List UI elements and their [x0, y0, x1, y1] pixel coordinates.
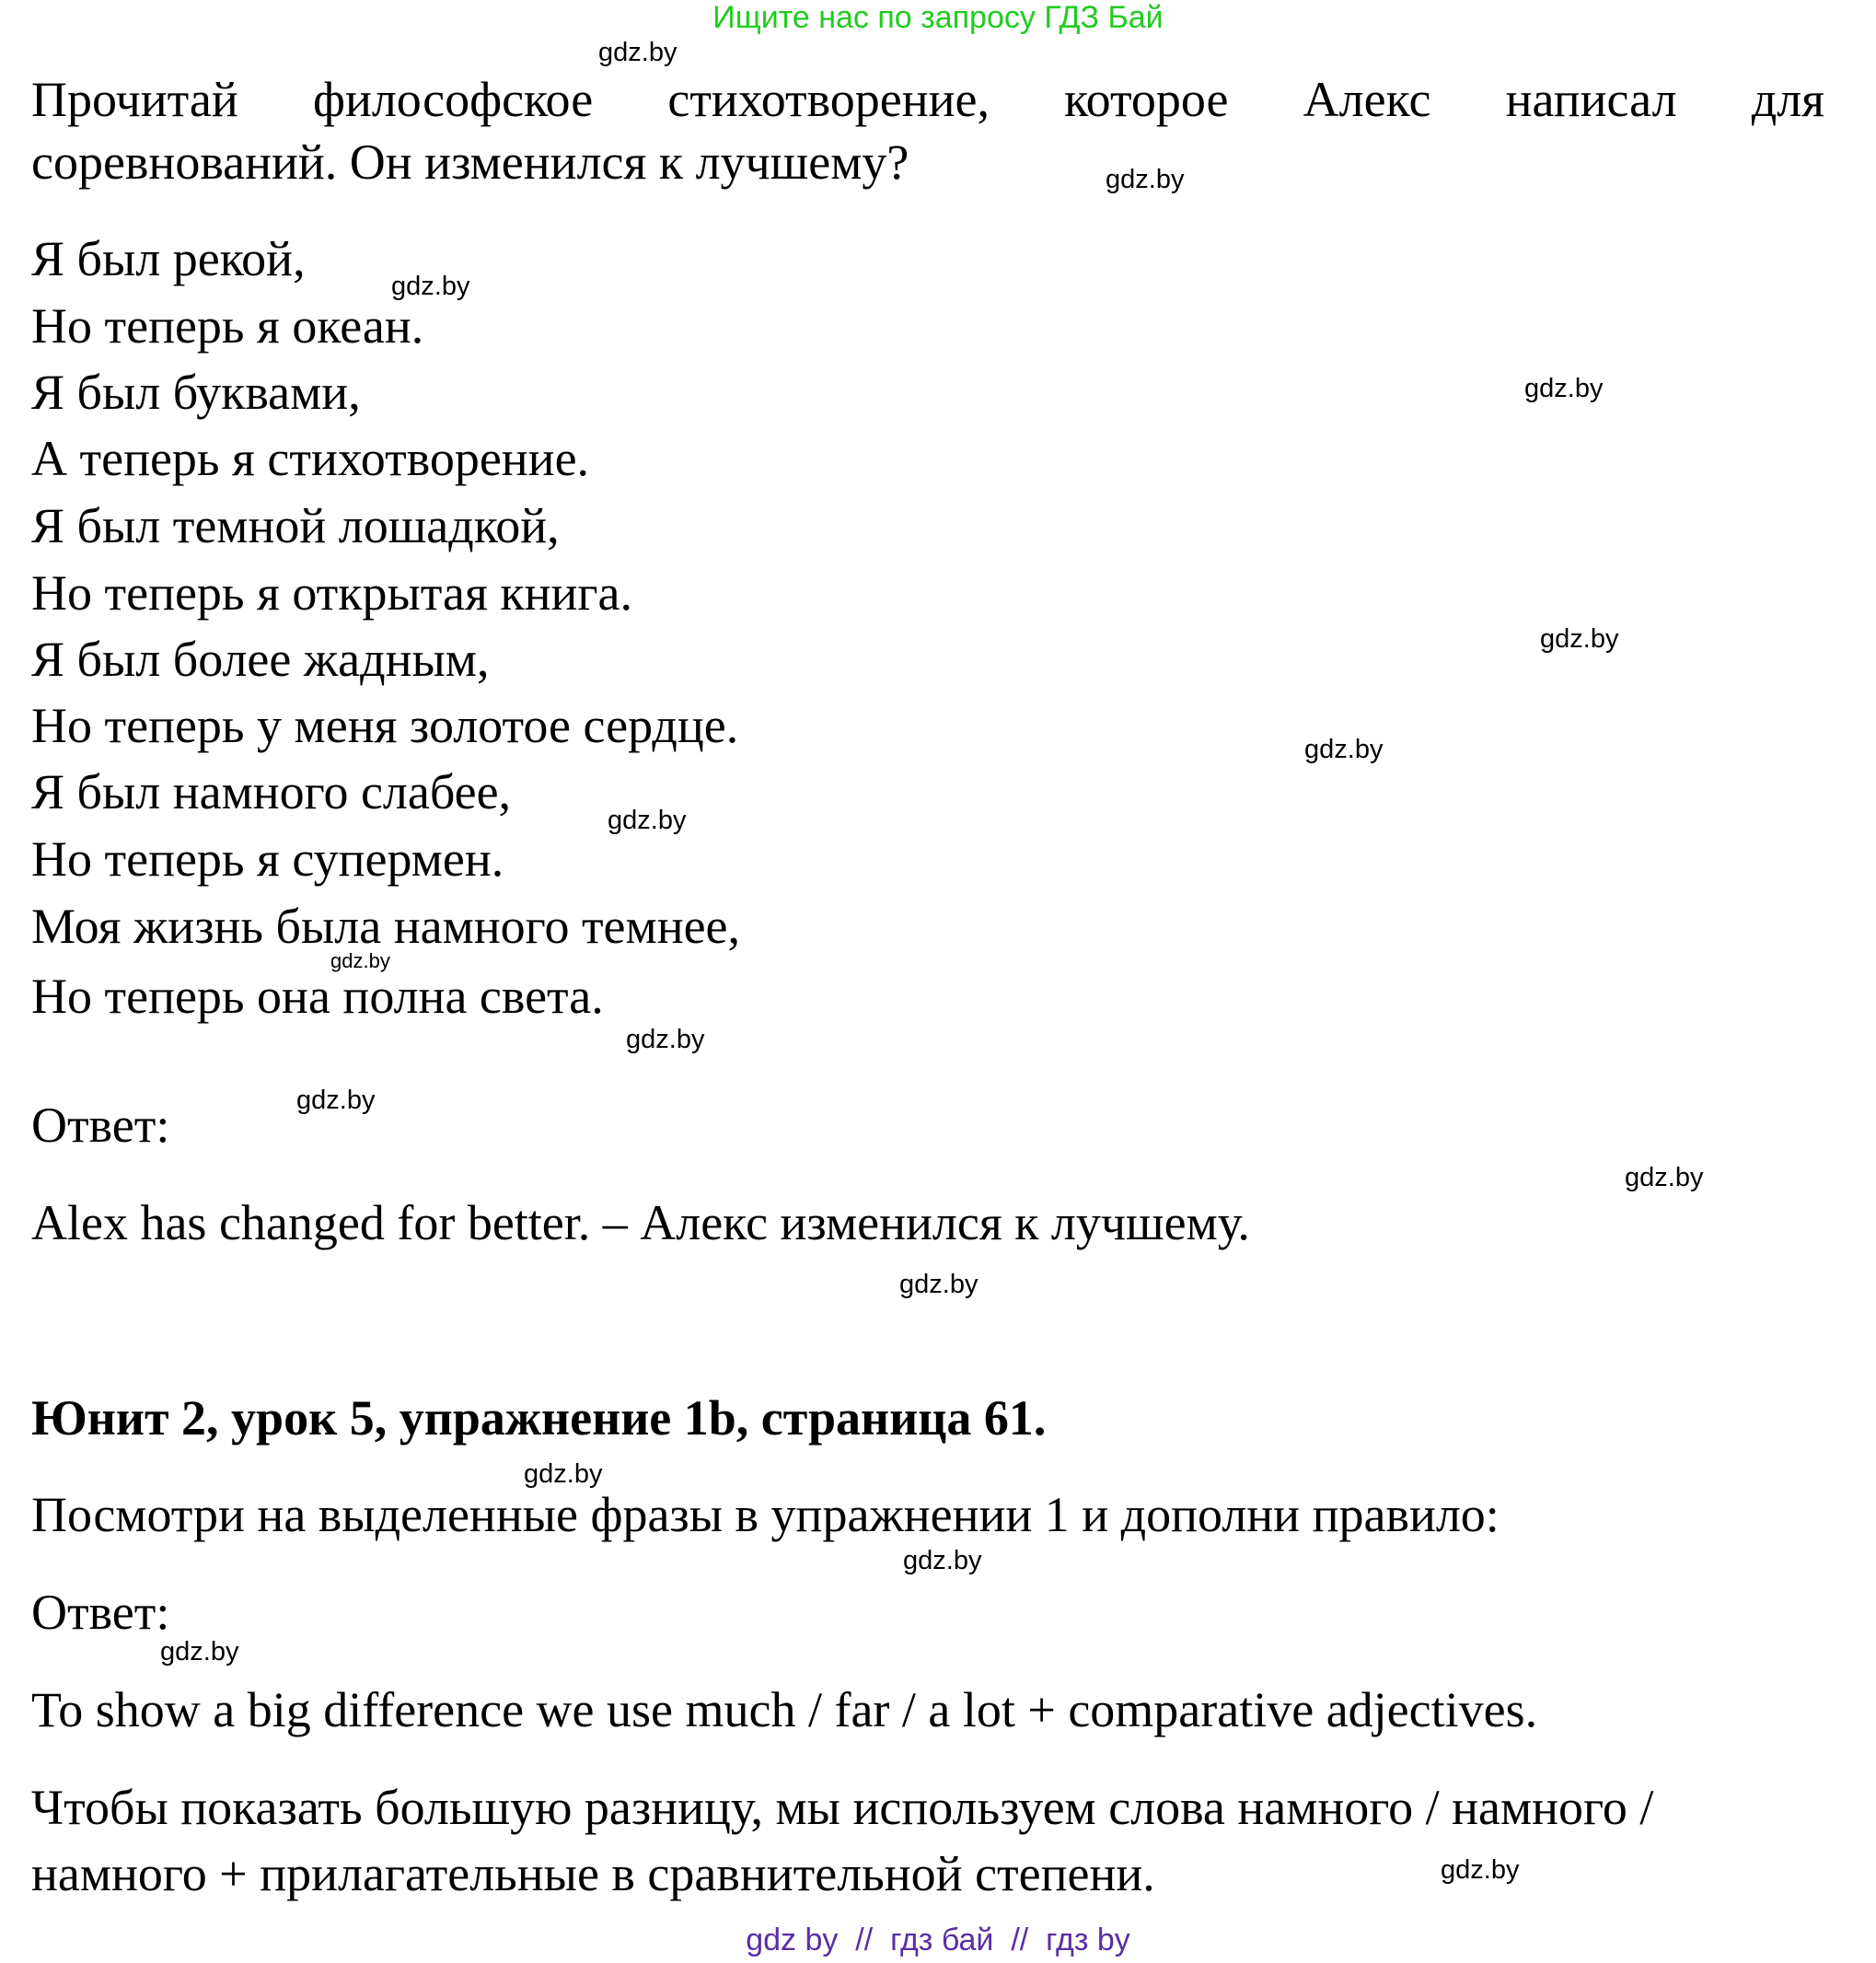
poem-line: Но теперь я открытая книга. — [31, 565, 633, 621]
watermark: gdz.by — [296, 1086, 376, 1115]
watermark: gdz.by — [608, 806, 687, 835]
poem-line: Моя жизнь была намного темнее, — [31, 899, 741, 954]
watermark: gdz.by — [1524, 374, 1604, 403]
watermark: gdz.by — [899, 1270, 979, 1299]
footer-links: gdz by // гдз бай // гдз by — [746, 1922, 1130, 1957]
watermark: gdz.by — [598, 38, 677, 67]
poem-line: Я был намного слабее, — [31, 764, 512, 819]
answer-label: Ответ: — [31, 1585, 170, 1640]
task-text: Посмотри на выделенные фразы в упражнении 1 и дополни правило: — [31, 1487, 1500, 1542]
poem-line: Я был более жадным, — [31, 632, 490, 687]
watermark: gdz.by — [1106, 165, 1185, 194]
prompt-line-1: Прочитай философское стихотворение, которое Алекс написал для — [31, 72, 1824, 127]
watermark: gdz.by — [330, 949, 390, 972]
poem-line: А теперь я стихотворение. — [31, 431, 590, 486]
watermark: gdz.by — [160, 1637, 239, 1667]
poem-line: Я был буквами, — [31, 365, 361, 420]
search-banner: Ищите нас по запросу ГДЗ Бай — [712, 0, 1164, 35]
poem-line: Но теперь она полна света. — [31, 969, 604, 1024]
watermark: gdz.by — [1441, 1855, 1520, 1885]
watermark: gdz.by — [524, 1459, 603, 1489]
poem-line: Я был темной лошадкой, — [31, 498, 560, 553]
answer-russian-line-2: намного + прилагательные в сравнительной степени. — [31, 1846, 1155, 1901]
poem-line: Но теперь у меня золотое сердце. — [31, 698, 739, 753]
answer-russian-line-1: Чтобы показать большую разницу, мы используем слова намного / намного / — [31, 1780, 1654, 1835]
watermark: gdz.by — [903, 1546, 982, 1575]
poem-line: Но теперь я океан. — [31, 298, 424, 354]
watermark: gdz.by — [1540, 624, 1619, 654]
answer-english: To show a big difference we use much / far / a lot + comparative adjectives. — [31, 1682, 1538, 1737]
answer-text: Alex has changed for better. – Алекс изменился к лучшему. — [31, 1195, 1250, 1250]
watermark: gdz.by — [626, 1025, 705, 1054]
watermark: gdz.by — [1304, 735, 1384, 764]
prompt-line-2: соревнований. Он изменился к лучшему? — [31, 134, 909, 190]
watermark: gdz.by — [1625, 1163, 1704, 1192]
answer-label: Ответ: — [31, 1098, 170, 1153]
poem-line: Но теперь я супермен. — [31, 831, 504, 887]
poem-line: Я был рекой, — [31, 231, 306, 286]
section-heading: Юнит 2, урок 5, упражнение 1b, страница 61. — [31, 1390, 1047, 1446]
watermark: gdz.by — [391, 272, 470, 301]
